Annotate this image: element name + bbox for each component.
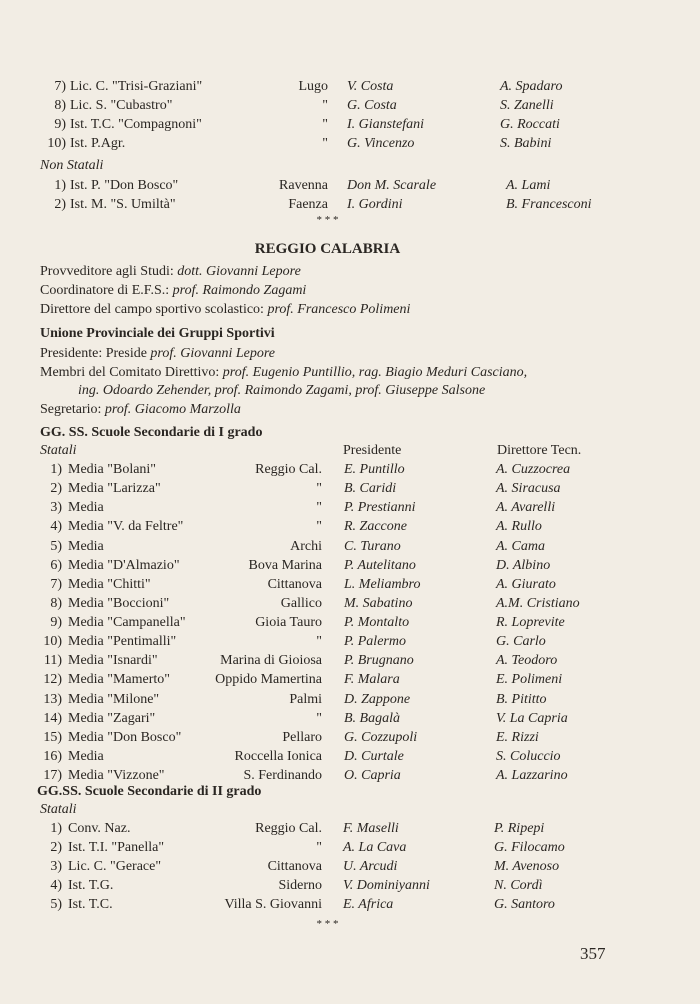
city-name: Pellaro xyxy=(282,729,322,745)
director-name: D. Albino xyxy=(496,557,551,573)
secretary-line xyxy=(40,401,241,419)
school-name: Media "V. da Feltre" xyxy=(68,519,184,535)
statali-label: Statali xyxy=(40,802,77,817)
official-line xyxy=(40,263,301,281)
city-name: " xyxy=(316,500,322,516)
school-name: Ist. M. "S. Umiltà" xyxy=(70,197,176,212)
city-name: " xyxy=(316,519,322,535)
school-name: Media "Chitti" xyxy=(68,576,151,592)
column-header-director: Direttore Tecn. xyxy=(497,443,582,458)
president-name: P. Autelitano xyxy=(344,557,416,573)
president-name: F. Maselli xyxy=(343,821,399,836)
director-name: A. Siracusa xyxy=(496,481,561,497)
director-name: S. Coluccio xyxy=(496,748,561,764)
row-number: 5) xyxy=(50,897,62,912)
table-row xyxy=(0,748,700,766)
city-name: S. Ferdinando xyxy=(243,768,322,784)
row-number: 7) xyxy=(54,79,66,94)
table-row xyxy=(0,576,700,594)
committee-line-2: ing. Odoardo Zehender, prof. Raimondo Zagami, prof. Giuseppe Salsone xyxy=(78,383,486,398)
school-name: Lic. C. "Trisi-Graziani" xyxy=(70,79,203,94)
president-name: P. Palermo xyxy=(344,634,406,650)
table-row xyxy=(0,896,700,914)
secretary-line-name: prof. Giacomo Marzolla xyxy=(104,402,241,417)
director-name: G. Santoro xyxy=(494,897,555,912)
school-name: Media "D'Almazio" xyxy=(68,557,180,573)
director-name: N. Cordì xyxy=(494,878,543,893)
director-name: G. Filocamo xyxy=(494,840,565,855)
school-name: Media "Larizza" xyxy=(68,481,161,497)
school-name: Ist. T.C. "Compagnoni" xyxy=(70,117,202,132)
director-name: A. Cuzzocrea xyxy=(496,462,571,477)
column-header-president: Presidente xyxy=(343,443,402,458)
director-name: M. Avenoso xyxy=(494,859,560,874)
section-title: GG.SS. Scuole Secondarie di II grado xyxy=(37,784,262,799)
school-name: Conv. Naz. xyxy=(68,821,131,836)
president-name: G. Vincenzo xyxy=(347,136,415,151)
school-name: Ist. T.G. xyxy=(68,878,114,893)
school-name: Media xyxy=(68,538,104,554)
director-name: A. Rullo xyxy=(496,519,542,535)
president-name: O. Capria xyxy=(344,768,401,784)
row-number: 9) xyxy=(50,615,62,631)
president-name: V. Dominiyanni xyxy=(343,878,430,893)
table-row xyxy=(0,839,700,857)
president-name: G. Costa xyxy=(347,98,397,113)
city-name: Archi xyxy=(290,538,322,554)
row-number: 12) xyxy=(43,672,62,688)
official-line-name: dott. Giovanni Lepore xyxy=(177,264,301,279)
school-name: Ist. P.Agr. xyxy=(70,136,126,151)
city-name: " xyxy=(322,117,328,132)
row-number: 4) xyxy=(50,519,62,535)
city-name: " xyxy=(316,840,322,855)
table-row xyxy=(0,710,700,728)
president-name: A. La Cava xyxy=(343,840,407,855)
school-name: Media "Isnardi" xyxy=(68,653,158,669)
table-row xyxy=(0,729,700,747)
president-name: F. Malara xyxy=(344,672,400,688)
president-line-label: Presidente: Preside xyxy=(40,346,151,361)
city-name: Reggio Cal. xyxy=(255,462,322,477)
table-row xyxy=(0,480,700,498)
official-line-label: Coordinatore di E.F.S.: xyxy=(40,283,173,298)
school-name: Media "Don Bosco" xyxy=(68,729,182,745)
school-name: Media xyxy=(68,500,104,516)
president-name: E. Africa xyxy=(343,897,394,912)
school-name: Ist. P. "Don Bosco" xyxy=(70,178,179,193)
president-name: U. Arcudi xyxy=(343,859,398,874)
school-name: Ist. T.I. "Panella" xyxy=(68,840,165,855)
table-row xyxy=(0,135,700,153)
table-row xyxy=(0,116,700,134)
president-name: V. Costa xyxy=(347,79,394,94)
school-name: Media "Boccioni" xyxy=(68,595,170,611)
director-name: E. Rizzi xyxy=(496,729,539,745)
president-name: I. Gordini xyxy=(347,197,403,212)
director-name: A. Spadaro xyxy=(500,79,563,94)
school-name: Lic. S. "Cubastro" xyxy=(70,98,173,113)
director-name: A. Teodoro xyxy=(496,653,558,669)
row-number: 15) xyxy=(43,729,62,745)
director-name: A. Giurato xyxy=(496,576,556,592)
statali-label: Statali xyxy=(40,443,77,458)
section-title: GG. SS. Scuole Secondarie di I grado xyxy=(40,425,263,440)
row-number: 1) xyxy=(50,821,62,836)
city-name: " xyxy=(316,710,322,726)
table-row xyxy=(0,614,700,632)
city-name: Faenza xyxy=(288,197,328,212)
director-name: G. Roccati xyxy=(500,117,560,132)
director-name: R. Loprevite xyxy=(496,615,565,631)
region-title: REGGIO CALABRIA xyxy=(254,241,401,257)
school-name: Media "Zagari" xyxy=(68,710,156,726)
president-name: B. Bagalà xyxy=(344,710,400,726)
union-title: Unione Provinciale dei Gruppi Sportivi xyxy=(40,326,275,341)
president-name: I. Gianstefani xyxy=(347,117,424,132)
city-name: Lugo xyxy=(298,79,328,94)
city-name: Reggio Cal. xyxy=(255,821,322,836)
director-name: P. Ripepi xyxy=(494,821,545,836)
city-name: Marina di Gioiosa xyxy=(220,653,322,669)
president-name: D. Curtale xyxy=(344,748,404,764)
city-name: " xyxy=(322,136,328,151)
city-name: " xyxy=(316,481,322,497)
row-number: 14) xyxy=(43,710,62,726)
director-name: A.M. Cristiano xyxy=(496,595,580,611)
row-number: 8) xyxy=(50,595,62,611)
table-row xyxy=(0,633,700,651)
president-name: E. Puntillo xyxy=(344,462,405,477)
row-number: 3) xyxy=(50,500,62,516)
school-name: Media "Vizzone" xyxy=(68,768,165,784)
president-name: C. Turano xyxy=(344,538,401,554)
director-name: V. La Capria xyxy=(496,710,568,726)
table-row xyxy=(0,177,700,195)
table-row xyxy=(0,557,700,575)
row-number: 10) xyxy=(43,634,62,650)
city-name: Cittanova xyxy=(267,576,322,592)
table-row xyxy=(0,518,700,536)
official-line-name: prof. Raimondo Zagami xyxy=(172,283,307,298)
table-row xyxy=(0,538,700,556)
director-name: G. Carlo xyxy=(496,634,546,650)
table-row xyxy=(0,877,700,895)
table-row xyxy=(0,78,700,96)
row-number: 5) xyxy=(50,538,62,554)
president-name: R. Zaccone xyxy=(344,519,407,535)
school-name: Media "Milone" xyxy=(68,691,160,707)
president-line-name: prof. Giovanni Lepore xyxy=(150,346,275,361)
section-stars: * * * xyxy=(316,214,339,226)
president-name: L. Meliambro xyxy=(344,576,421,592)
city-name: Villa S. Giovanni xyxy=(224,897,322,912)
city-name: Gioia Tauro xyxy=(255,615,322,631)
school-name: Lic. C. "Gerace" xyxy=(68,859,162,874)
city-name: Palmi xyxy=(289,691,322,707)
table-row xyxy=(0,652,700,670)
official-line xyxy=(40,282,306,300)
president-name: D. Zappone xyxy=(344,691,411,707)
president-name: B. Caridi xyxy=(344,481,397,497)
non-statali-label: Non Statali xyxy=(40,158,104,173)
row-number: 1) xyxy=(50,462,62,477)
row-number: 3) xyxy=(50,859,62,874)
table-row xyxy=(0,461,700,479)
official-line-label: Direttore del campo sportivo scolastico: xyxy=(40,302,268,317)
row-number: 7) xyxy=(50,576,62,592)
table-row xyxy=(0,499,700,517)
school-name: Media "Campanella" xyxy=(68,615,186,631)
school-name: Media "Mamerto" xyxy=(68,672,171,688)
president-name: Don M. Scarale xyxy=(347,178,437,193)
city-name: Ravenna xyxy=(279,178,328,193)
row-number: 2) xyxy=(50,481,62,497)
director-name: E. Polimeni xyxy=(496,672,563,688)
city-name: Gallico xyxy=(280,595,322,611)
table-row xyxy=(0,595,700,613)
president-name: P. Montalto xyxy=(344,615,410,631)
row-number: 11) xyxy=(43,653,62,669)
director-name: S. Zanelli xyxy=(500,98,554,113)
director-name: A. Lazzarino xyxy=(496,768,568,784)
director-name: B. Pititto xyxy=(496,691,547,707)
table-row xyxy=(0,97,700,115)
city-name: " xyxy=(322,98,328,113)
row-number: 13) xyxy=(43,691,62,707)
secretary-line-label: Segretario: xyxy=(40,402,105,417)
president-name: M. Sabatino xyxy=(344,595,413,611)
city-name: " xyxy=(316,634,322,650)
row-number: 2) xyxy=(50,840,62,855)
school-name: Media "Bolani" xyxy=(68,462,157,477)
president-name: G. Cozzupoli xyxy=(344,729,418,745)
row-number: 16) xyxy=(43,748,62,764)
committee-line xyxy=(40,364,527,382)
row-number: 17) xyxy=(43,768,62,784)
committee-line-label: Membri del Comitato Direttivo: xyxy=(40,365,223,380)
committee-line-name: prof. Eugenio Puntillio, rag. Biagio Meduri Casciano, xyxy=(222,365,528,380)
table-row xyxy=(0,858,700,876)
official-line-name: prof. Francesco Polimeni xyxy=(267,302,411,317)
official-line-label: Provveditore agli Studi: xyxy=(40,264,178,279)
official-line xyxy=(40,301,410,319)
director-name: S. Babini xyxy=(500,136,552,151)
end-stars: * * * xyxy=(316,918,339,930)
row-number: 4) xyxy=(50,878,62,893)
president-name: P. Brugnano xyxy=(344,653,414,669)
page-number: 357 xyxy=(580,944,606,963)
president-line xyxy=(40,345,275,363)
row-number: 2) xyxy=(54,197,66,212)
row-number: 8) xyxy=(54,98,66,113)
president-name: P. Prestianni xyxy=(344,500,416,516)
director-name: B. Francesconi xyxy=(506,197,592,212)
city-name: Roccella Ionica xyxy=(234,748,322,764)
row-number: 9) xyxy=(54,117,66,132)
city-name: Bova Marina xyxy=(248,557,322,573)
table-row xyxy=(0,691,700,709)
table-row xyxy=(0,671,700,689)
director-name: A. Lami xyxy=(506,178,551,193)
row-number: 1) xyxy=(54,178,66,193)
school-name: Media xyxy=(68,748,104,764)
row-number: 10) xyxy=(47,136,66,151)
city-name: Oppido Mamertina xyxy=(215,672,322,688)
school-name: Ist. T.C. xyxy=(68,897,113,912)
table-row xyxy=(0,820,700,838)
director-name: A. Cama xyxy=(496,538,545,554)
city-name: Siderno xyxy=(278,878,322,893)
director-name: A. Avarelli xyxy=(496,500,556,516)
row-number: 6) xyxy=(50,557,62,573)
city-name: Cittanova xyxy=(267,859,322,874)
school-name: Media "Pentimalli" xyxy=(68,634,177,650)
